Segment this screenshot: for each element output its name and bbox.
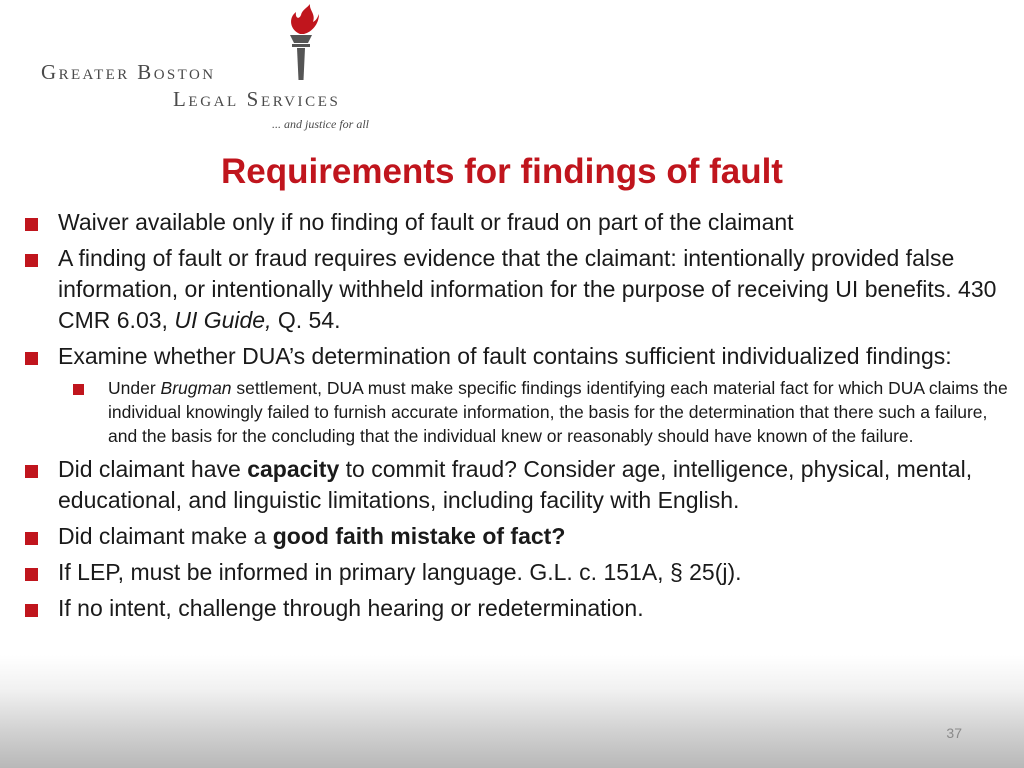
bullet-square-icon [25,604,38,617]
bullet-text: Examine whether DUA’s determination of fault contains sufficient individualized findings: [58,343,952,369]
bullet-item [0,557,1010,588]
bullet-item [0,207,1010,238]
slide-title: Requirements for findings of fault [221,152,783,191]
sub-bullet-text: settlement, DUA must make specific findings identifying each material fact for which DUA claims the individual knowingly failed to furnish accurate information, the basis for the determination that there such a failure, and the basis for the concluding that the individual knew or reasonably should have known of the failure. [108,378,1008,446]
bullet-text: Q. 54. [271,307,341,333]
bullet-square-icon [25,352,38,365]
bullet-item [0,593,1010,624]
bullet-list [0,207,1010,629]
bullet-text-italic: UI Guide, [174,307,272,333]
bullet-text: Waiver available only if no finding of fault or fraud on part of the claimant [58,209,794,235]
bullet-square-icon [25,218,38,231]
bullet-item [0,243,1010,336]
bullet-text: to commit fraud? Consider age, intelligence, physical, mental, educational, and linguistic limitations, including facility with English. [58,456,973,513]
sub-bullet-text: Under [108,378,161,398]
sub-bullet-item [0,376,1010,448]
logo-line-greater-boston: Greater Boston [41,60,216,84]
torch-icon [283,4,319,80]
page-number: 37 [946,725,962,741]
bullet-square-icon [25,532,38,545]
bullet-square-icon [25,568,38,581]
logo-tagline: ... and justice for all [272,117,369,131]
bullet-item [0,454,1010,516]
sub-bullet-square-icon [73,384,84,395]
bullet-square-icon [25,465,38,478]
bullet-item [0,521,1010,552]
bullet-text: If no intent, challenge through hearing or redetermination. [58,595,644,621]
bullet-item [0,341,1010,372]
sub-bullet-text-italic: Brugman [160,378,232,398]
bullet-text-bold: capacity [247,456,340,482]
bullet-text: Did claimant have [58,456,248,482]
bullet-text: If LEP, must be informed in primary language. G.L. c. 151A, § 25(j). [58,559,742,585]
logo-line-legal-services: Legal Services [173,87,341,111]
bullet-text-bold: good faith mistake of fact? [272,523,566,549]
organization-logo [0,0,420,140]
bullet-square-icon [25,254,38,267]
bullet-text: Did claimant make a [58,523,273,549]
bullet-text: A finding of fault or fraud requires evidence that the claimant: intentionally provided false information, or intentionally withheld information for the purpose of receiving UI benefits. 430 CMR 6.03, [58,245,997,333]
